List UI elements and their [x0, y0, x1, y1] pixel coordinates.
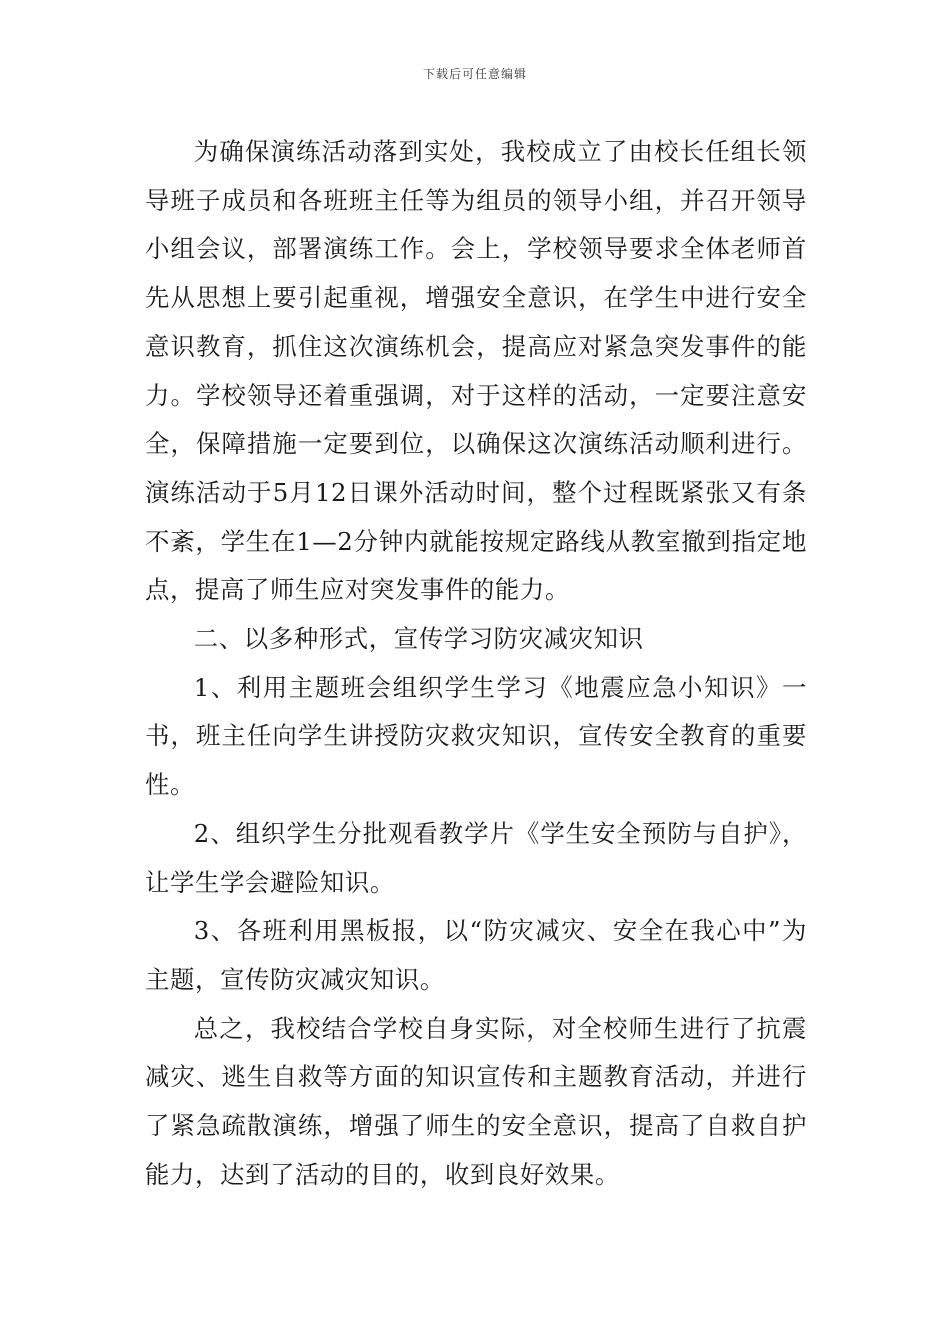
paragraph-conclusion: 总之，我校结合学校自身实际，对全校师生进行了抗震减灾、逃生自救等方面的知识宣传和主题教育活动，并进行了紧急疏散演练，增强了师生的安全意识，提高了自救自护能力，达到了活动的目的，收到良好效果。 — [145, 1013, 807, 1189]
document-body — [145, 128, 807, 1199]
list-item-1: 1、利用主题班会组织学生学习《地震应急小知识》一书，班主任向学生讲授防灾救灾知识，宣传安全教育的重要性。 — [145, 672, 807, 800]
page-header: 下载后可任意编辑 — [422, 67, 527, 81]
paragraph-drill-organization: 为确保演练活动落到实处，我校成立了由校长任组长领导班子成员和各班班主任等为组员的领导小组，并召开领导小组会议，部署演练工作。会上，学校领导要求全体老师首先从思想上要引起重视，增强安全意识，在学生中进行安全意识教育，抓住这次演练机会，提高应对紧急突发事件的能力。学校领导还着重强调，对于这样的活动，一定要注意安全，保障措施一定要到位，以确保这次演练活动顺利进行。演练活动于5月12日课外活动时间，整个过程既紧张又有条不紊，学生在1—2分钟内就能按规定路线从教室撤到指定地点，提高了师生应对突发事件的能力。 — [145, 137, 807, 605]
list-item-2: 2、组织学生分批观看教学片《学生安全预防与自护》，让学生学会避险知识。 — [145, 818, 807, 897]
section-heading-2: 二、以多种形式，宣传学习防灾减灾知识 — [193, 624, 644, 654]
list-item-3: 3、各班利用黑板报，以“防灾减灾、安全在我心中”为主题，宣传防灾减灾知识。 — [145, 916, 807, 994]
